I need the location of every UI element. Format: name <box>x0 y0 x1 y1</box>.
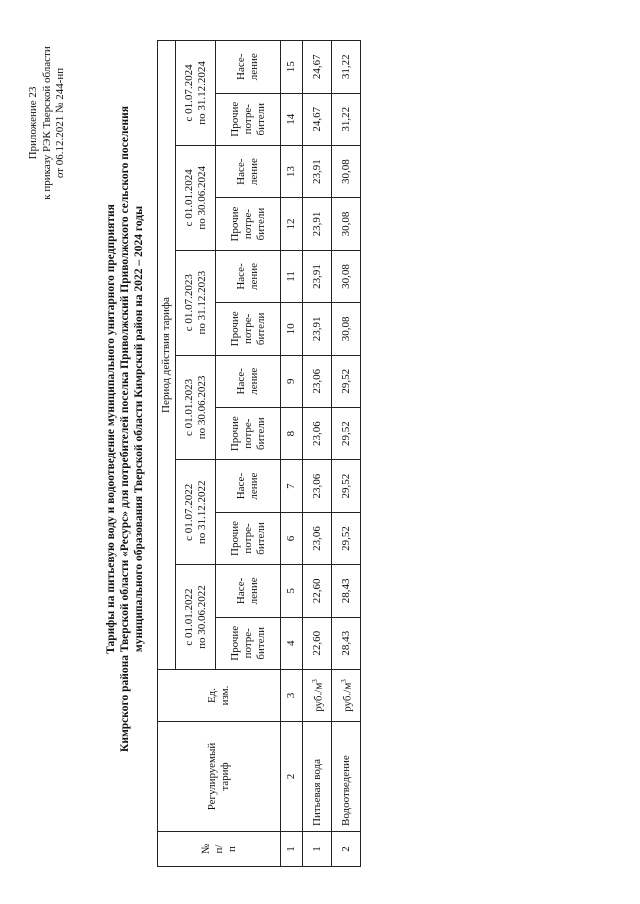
header-population: Насе- ление <box>216 41 281 94</box>
row-value: 30,08 <box>332 198 361 250</box>
header-population: Насе- ление <box>216 145 281 197</box>
column-number: 15 <box>281 41 303 94</box>
row-value: 30,08 <box>332 303 361 355</box>
header-period-6: с 01.07.2024 по 31.12.2024 <box>176 41 216 146</box>
header-other-consumers: Прочие потре- бители <box>216 198 281 250</box>
column-number: 5 <box>281 565 303 617</box>
column-number: 4 <box>281 617 303 669</box>
row-value: 31,22 <box>332 41 361 94</box>
row-value: 23,06 <box>303 407 332 459</box>
column-number: 12 <box>281 198 303 250</box>
row-value: 30,08 <box>332 145 361 197</box>
row-value: 23,91 <box>303 145 332 197</box>
header-period-4: с 01.07.2023 по 31.12.2023 <box>176 250 216 355</box>
header-unit: Ед. изм. <box>158 670 281 722</box>
header-tariff: Регулируемый тариф <box>158 722 281 832</box>
header-other-consumers: Прочие потре- бители <box>216 407 281 459</box>
header-population: Насе- ление <box>216 460 281 512</box>
row-value: 23,91 <box>303 303 332 355</box>
header-population: Насе- ление <box>216 355 281 407</box>
column-number: 3 <box>281 670 303 722</box>
header-other-consumers: Прочие потре- бители <box>216 93 281 145</box>
row-value: 22,60 <box>303 617 332 669</box>
row-value: 24,67 <box>303 93 332 145</box>
document-title <box>104 49 146 809</box>
column-number: 8 <box>281 407 303 459</box>
header-period-5: с 01.01.2024 по 30.06.2024 <box>176 145 216 250</box>
row-value: 29,52 <box>332 355 361 407</box>
row-value: 23,06 <box>303 355 332 407</box>
row-value: 28,43 <box>332 565 361 617</box>
column-number: 11 <box>281 250 303 302</box>
row-value: 31,22 <box>332 93 361 145</box>
row-value: 30,08 <box>332 250 361 302</box>
row-tariff: Водоотведение <box>332 722 361 832</box>
header-other-consumers: Прочие потре- бители <box>216 303 281 355</box>
column-number: 1 <box>281 832 303 867</box>
tariff-table <box>157 40 361 867</box>
column-number: 2 <box>281 722 303 832</box>
row-value: 24,67 <box>303 41 332 94</box>
column-number: 6 <box>281 512 303 564</box>
table-row <box>332 41 361 867</box>
header-number: № п/ п <box>158 832 281 867</box>
column-number: 13 <box>281 145 303 197</box>
header-other-consumers: Прочие потре- бители <box>216 617 281 669</box>
header-period: Период действия тарифа <box>158 41 176 670</box>
row-number: 1 <box>303 832 332 867</box>
row-value: 28,43 <box>332 617 361 669</box>
header-population: Насе- ление <box>216 250 281 302</box>
header-period-2: с 01.07.2022 по 31.12.2022 <box>176 460 216 565</box>
row-unit: $руб./м^3$ <box>303 670 332 722</box>
appendix-line-2: к приказу РЭК Тверской области <box>40 46 53 200</box>
title-line-3: муниципального образования Тверской области Кимрский район на 2022 – 2024 годы <box>133 205 145 653</box>
header-period-1: с 01.01.2022 по 30.06.2022 <box>176 565 216 670</box>
row-number: 2 <box>332 832 361 867</box>
column-number: 9 <box>281 355 303 407</box>
row-value: 29,52 <box>332 460 361 512</box>
column-number: 7 <box>281 460 303 512</box>
appendix-line-3: от 06.12.2021 № 244-нп <box>54 67 66 179</box>
title-line-2: Кимрского района Тверской области «Ресурс» для потребителей поселка Приволжский Приволжского сельского поселения <box>119 106 131 753</box>
appendix-line-1: Приложение 23 <box>27 86 39 160</box>
header-other-consumers: Прочие потре- бители <box>216 512 281 564</box>
row-tariff: Питьевая вода <box>303 722 332 832</box>
row-value: 22,60 <box>303 565 332 617</box>
row-value: 23,91 <box>303 198 332 250</box>
column-number: 10 <box>281 303 303 355</box>
header-period-3: с 01.01.2023 по 30.06.2023 <box>176 355 216 460</box>
row-value: 23,91 <box>303 250 332 302</box>
table-row <box>303 41 332 867</box>
title-line-1: Тарифы на питьевую воду и водоотведение муниципального унитарного предприятия <box>105 204 117 654</box>
row-value: 23,06 <box>303 460 332 512</box>
row-value: 29,52 <box>332 407 361 459</box>
row-value: 23,06 <box>303 512 332 564</box>
column-number: 14 <box>281 93 303 145</box>
row-unit: $руб./м^3$ <box>332 670 361 722</box>
header-population: Насе- ление <box>216 565 281 617</box>
row-value: 29,52 <box>332 512 361 564</box>
appendix-note <box>27 18 68 228</box>
